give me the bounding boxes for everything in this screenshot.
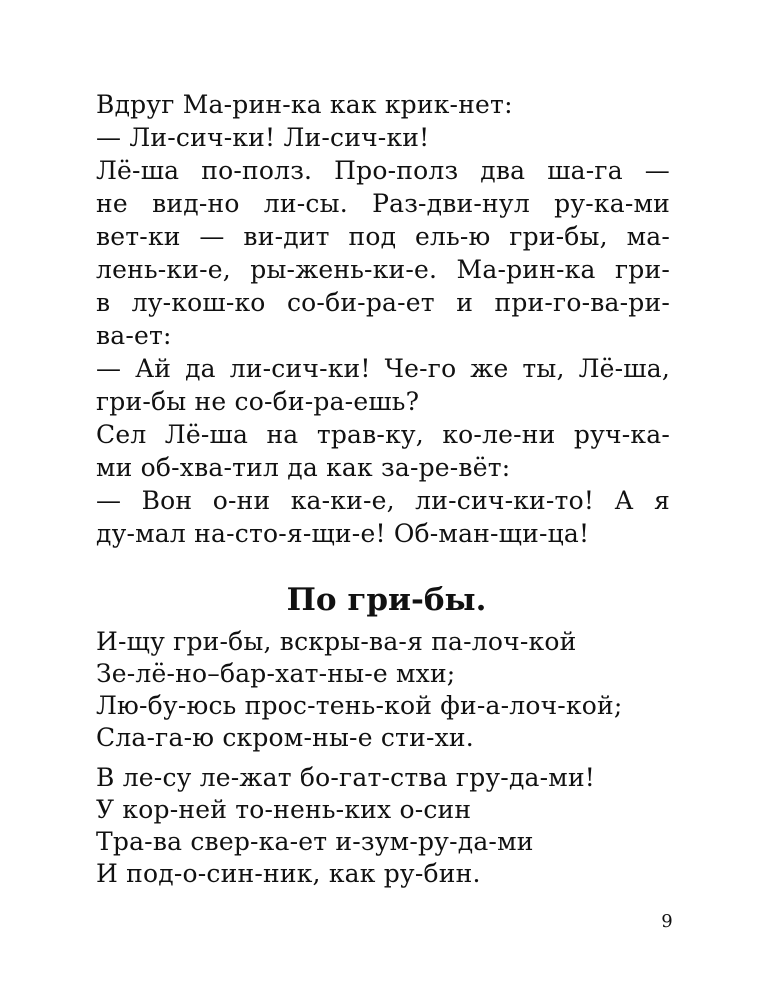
- poem-line: И под-о-син-ник, как ру-бин.: [96, 859, 481, 888]
- poem-stanza-1: [96, 626, 696, 754]
- poem-line: И-щу гри-бы, вскры-ва-я па-лоч-кой: [96, 627, 577, 656]
- poem-line: Сла-га-ю скром-ны-е сти-хи.: [96, 723, 474, 752]
- poem-line: Тра-ва свер-ка-ет и-зум-ру-да-ми: [96, 827, 534, 856]
- story-line: в лу-кош-ко со-би-ра-ет и при-го-ва-ри-: [96, 288, 670, 317]
- story-line: — Ай да ли-сич-ки! Че-го же ты, Лё-ша,: [96, 354, 670, 383]
- story-line: Лё-ша по-полз. Про-полз два ша-га —: [96, 156, 670, 185]
- story-line: — Вон о-ни ка-ки-е, ли-сич-ки-то! А я: [96, 486, 670, 515]
- page-number: 9: [661, 911, 673, 932]
- story-line: Вдруг Ма-рин-ка как крик-нет:: [96, 90, 513, 119]
- poem-line: В ле-су ле-жат бо-гат-ства гру-да-ми!: [96, 763, 596, 792]
- poem-line: Зе-лё-но–бар-хат-ны-е мхи;: [96, 659, 456, 688]
- story-line: — Ли-сич-ки! Ли-сич-ки!: [96, 123, 430, 152]
- story-line: ми об-хва-тил да как за-ре-вёт:: [96, 453, 511, 482]
- story-text: [96, 88, 670, 550]
- story-line: Сел Лё-ша на трав-ку, ко-ле-ни руч-ка-: [96, 420, 670, 449]
- poem-line: Лю-бу-юсь прос-тень-кой фи-а-лоч-кой;: [96, 691, 623, 720]
- story-line: ва-ет:: [96, 321, 172, 350]
- story-line: не вид-но ли-сы. Раз-дви-нул ру-ка-ми: [96, 189, 670, 218]
- poem-line: У кор-ней то-нень-ких о-син: [96, 795, 472, 824]
- story-line: гри-бы не со-би-ра-ешь?: [96, 387, 420, 416]
- story-line: вет-ки — ви-дит под ель-ю гри-бы, ма-: [96, 222, 670, 251]
- poem-stanza-2: [96, 762, 696, 890]
- story-line: лень-ки-е, ры-жень-ки-е. Ма-рин-ка гри-: [96, 255, 670, 284]
- poem-title: По гри-бы.: [286, 582, 487, 618]
- story-line: ду-мал на-сто-я-щи-е! Об-ман-щи-ца!: [96, 519, 590, 548]
